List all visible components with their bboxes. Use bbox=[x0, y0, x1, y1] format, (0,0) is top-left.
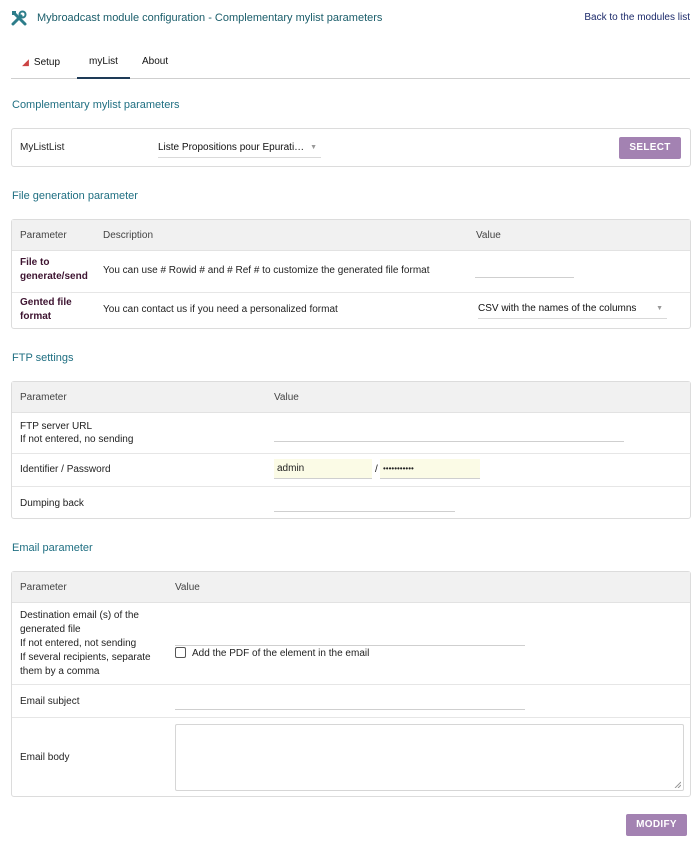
table-header bbox=[12, 220, 690, 251]
table-header bbox=[12, 382, 690, 413]
row-divider bbox=[12, 684, 690, 685]
tab-about[interactable] bbox=[142, 48, 168, 78]
tab-mylist-label: myList bbox=[89, 56, 118, 67]
megaphone-icon: ◢ bbox=[22, 57, 29, 67]
row-divider bbox=[12, 292, 690, 293]
table-header bbox=[12, 572, 690, 603]
chevron-down-icon: ▼ bbox=[310, 144, 317, 151]
mylistlist-select[interactable] bbox=[158, 138, 321, 158]
back-to-modules-link[interactable]: Back to the modules list bbox=[584, 12, 690, 23]
password-input[interactable]: ••••••••••• bbox=[380, 459, 480, 479]
tab-mylist[interactable] bbox=[77, 48, 130, 79]
file-to-generate-input[interactable] bbox=[475, 277, 574, 278]
tab-bar bbox=[11, 48, 690, 79]
destination-email-input[interactable] bbox=[175, 645, 525, 646]
chevron-down-icon: ▼ bbox=[656, 305, 663, 312]
tab-setup[interactable] bbox=[22, 48, 60, 78]
row-divider bbox=[12, 717, 690, 718]
ftp-section-title: FTP settings bbox=[12, 352, 74, 364]
row-divider bbox=[12, 453, 690, 454]
identifier-input[interactable]: admin bbox=[274, 459, 372, 479]
ftp-url-label: FTP server URL bbox=[20, 421, 93, 432]
ftp-url-hint: If not entered, no sending bbox=[20, 434, 134, 445]
email-section-title: Email parameter bbox=[12, 542, 93, 554]
mylistlist-label: MyListList bbox=[20, 142, 65, 153]
tab-about-label: About bbox=[142, 56, 169, 67]
email-body-label: Email body bbox=[20, 752, 70, 763]
destination-email-hint-2: If several recipients, separate bbox=[20, 652, 151, 663]
file-format-select-value: CSV with the names of the columns bbox=[478, 303, 637, 314]
file-to-generate-description: You can use # Rowid # and # Ref # to customize the generated file format bbox=[103, 265, 430, 276]
mylistlist-select-value: Liste Propositions pour Epurati… bbox=[158, 142, 305, 153]
email-table bbox=[11, 571, 691, 797]
row-divider bbox=[12, 486, 690, 487]
tools-icon bbox=[11, 10, 28, 27]
identifier-password-separator: / bbox=[375, 464, 378, 475]
file-format-select[interactable] bbox=[478, 299, 667, 319]
modify-button[interactable]: MODIFY bbox=[626, 814, 687, 836]
identifier-password-label: Identifier / Password bbox=[20, 464, 111, 475]
mylist-panel bbox=[11, 128, 691, 167]
add-pdf-label: Add the PDF of the element in the email bbox=[192, 648, 370, 659]
dumping-back-input[interactable] bbox=[274, 511, 455, 512]
complementary-section-title: Complementary mylist parameters bbox=[12, 99, 180, 111]
select-button[interactable]: SELECT bbox=[619, 137, 681, 159]
file-generation-table bbox=[11, 219, 691, 329]
header-value: Value bbox=[476, 230, 501, 241]
title-bar bbox=[0, 0, 700, 38]
dumping-back-label: Dumping back bbox=[20, 498, 84, 509]
email-subject-input[interactable] bbox=[175, 709, 525, 710]
tab-setup-label: Setup bbox=[33, 57, 61, 68]
header-parameter: Parameter bbox=[20, 230, 67, 241]
header-description: Description bbox=[103, 230, 154, 241]
header-parameter: Parameter bbox=[20, 582, 67, 593]
ftp-table bbox=[11, 381, 691, 519]
ftp-url-input[interactable] bbox=[274, 441, 624, 442]
header-value: Value bbox=[175, 582, 200, 593]
destination-email-hint-1: If not entered, not sending bbox=[20, 638, 137, 649]
file-to-generate-label: File to generate/send bbox=[20, 257, 88, 282]
destination-email-label-2: generated file bbox=[20, 624, 81, 635]
file-format-label: Gented file format bbox=[20, 297, 72, 322]
page-title: Mybroadcast module configuration - Complementary mylist parameters bbox=[37, 12, 383, 24]
email-body-textarea[interactable] bbox=[175, 724, 684, 791]
destination-email-label: Destination email (s) of the bbox=[20, 610, 139, 621]
file-format-description: You can contact us if you need a personalized format bbox=[103, 304, 338, 315]
destination-email-hint-3: them by a comma bbox=[20, 666, 100, 677]
email-subject-label: Email subject bbox=[20, 696, 80, 707]
resize-handle-icon[interactable] bbox=[674, 781, 681, 788]
add-pdf-checkbox[interactable] bbox=[175, 647, 186, 658]
file-generation-section-title: File generation parameter bbox=[12, 190, 138, 202]
header-value: Value bbox=[274, 392, 299, 403]
header-parameter: Parameter bbox=[20, 392, 67, 403]
